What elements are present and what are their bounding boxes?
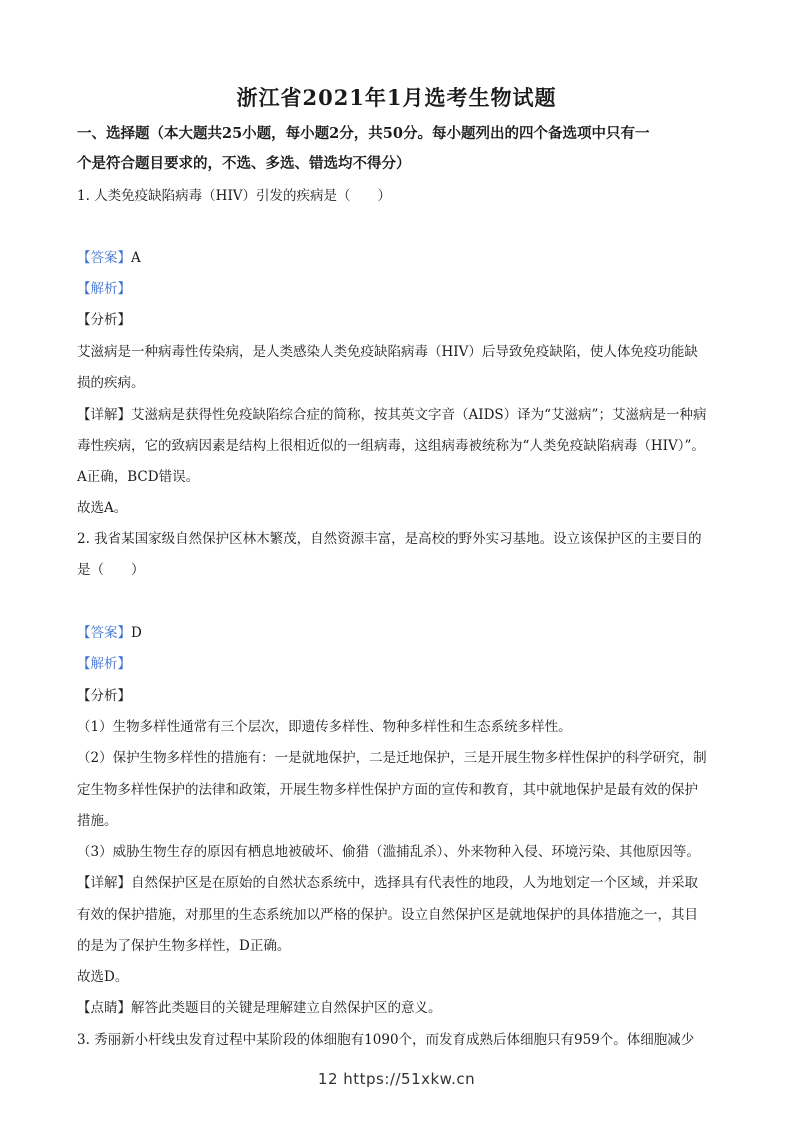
q1-detail-line-2: 毒性疾病，它的致病因素是结构上很相近似的一组病毒，这组病毒被统称为“人类免疫缺陷病毒（HIV）”。 xyxy=(77,438,705,454)
q2-answer-value: D xyxy=(131,625,142,641)
q2-analysis-line-4: 措施。 xyxy=(77,813,118,829)
q2-detail-line-1: 【详解】自然保护区是在原始的自然状态系统中，选择具有代表性的地段，人为地划定一个区域，并采取 xyxy=(77,875,698,891)
q2-answer-label: 【答案】 xyxy=(77,625,131,641)
q2-fenxi-label: 【分析】 xyxy=(77,688,131,704)
q2-analysis-line-2: （2）保护生物多样性的措施有：一是就地保护，二是迁地保护，三是开展生物多样性保护的科学研究，制 xyxy=(77,750,707,766)
section-header-line-2: 个是符合题目要求的，不选、多选、错选均不得分） xyxy=(77,155,411,172)
section-header-line-1: 一、选择题（本大题共25小题，每小题2分，共50分。每小题列出的四个备选项中只有一 xyxy=(77,125,650,142)
q2-jiexi-label: 【解析】 xyxy=(77,656,131,672)
q1-analysis-line-2: 损的疾病。 xyxy=(77,375,145,391)
q1-stem: 1. 人类免疫缺陷病毒（HIV）引发的疾病是（ ） xyxy=(77,188,392,204)
q2-conclusion: 故选D。 xyxy=(77,969,129,985)
q1-answer-label: 【答案】 xyxy=(77,250,131,266)
q3-stem: 3. 秀丽新小杆线虫发育过程中某阶段的体细胞有1090个，而发育成熟后体细胞只有959个。体细胞减少 xyxy=(77,1032,695,1048)
q1-detail-line-1: 【详解】艾滋病是获得性免疫缺陷综合症的简称，按其英文字音（AIDS）译为“艾滋病”；艾滋病是一种病 xyxy=(77,407,707,423)
q1-answer xyxy=(77,248,722,268)
q1-analysis-line-1: 艾滋病是一种病毒性传染病，是人类感染人类免疫缺陷病毒（HIV）后导致免疫缺陷，使人体免疫功能缺 xyxy=(77,344,698,360)
q2-detail-line-3: 的是为了保护生物多样性，D正确。 xyxy=(77,938,291,954)
q1-answer-value: A xyxy=(131,250,141,266)
q2-stem-line-2: 是（ ） xyxy=(77,562,145,578)
page-title: 浙江省2021年1月选考生物试题 xyxy=(236,85,557,110)
q2-tip: 【点睛】解答此类题目的关键是理解建立自然保护区的意义。 xyxy=(77,1000,442,1016)
q1-fenxi-label: 【分析】 xyxy=(77,312,131,328)
q2-answer xyxy=(77,623,722,643)
q1-jiexi-label: 【解析】 xyxy=(77,281,131,297)
q1-detail-line-3: A正确，BCD错误。 xyxy=(77,469,200,485)
page-footer: 12 https://51xkw.cn xyxy=(317,1070,476,1088)
q1-conclusion: 故选A。 xyxy=(77,500,128,516)
q2-analysis-line-5: （3）威胁生物生存的原因有栖息地被破坏、偷猎（滥捕乱杀）、外来物种入侵、环境污染、其他原因等。 xyxy=(77,844,700,860)
q2-detail-line-2: 有效的保护措施，对那里的生态系统加以严格的保护。设立自然保护区是就地保护的具体措施之一，其目 xyxy=(77,907,698,923)
q2-analysis-line-1: （1）生物多样性通常有三个层次，即遗传多样性、物种多样性和生态系统多样性。 xyxy=(77,719,572,735)
q2-analysis-line-3: 定生物多样性保护的法律和政策，开展生物多样性保护方面的宣传和教育，其中就地保护是最有效的保护 xyxy=(77,782,698,798)
q2-stem-line-1: 2. 我省某国家级自然保护区林木繁茂，自然资源丰富，是高校的野外实习基地。设立该保护区的主要目的 xyxy=(77,531,702,547)
